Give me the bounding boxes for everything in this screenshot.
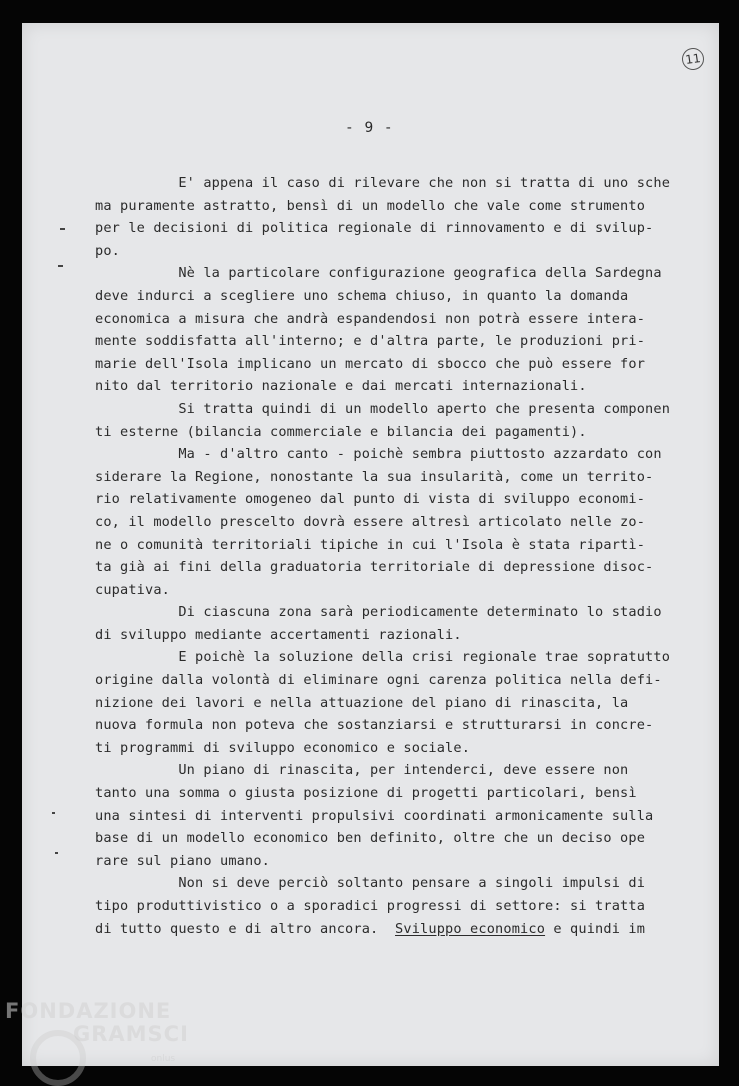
text-line: po. [95, 242, 121, 259]
margin-mark [58, 265, 63, 267]
text-segment: di tutto questo e di altro ancora. [95, 920, 396, 937]
text-line: economica a misura che andrà espandendosi non potrà essere intera- [95, 310, 646, 327]
text-line: per le decisioni di politica regionale di rinnovamento e di svilup- [95, 220, 654, 237]
text-line: nito dal territorio nazionale e dai mercati internazionali. [95, 378, 587, 395]
text-line: ti programmi di sviluppo economico e sociale. [95, 739, 471, 756]
text-line: Nè la particolare configurazione geografica della Sardegna [95, 265, 662, 282]
text-line: nizione dei lavori e nella attuazione del piano di rinascita, la [95, 694, 629, 711]
text-line: Non si deve perciò soltanto pensare a singoli impulsi di [95, 875, 646, 892]
text-line: mente soddisfatta all'interno; e d'altra parte, le produzioni pri- [95, 333, 646, 350]
underlined-phrase: Sviluppo economico [395, 920, 546, 937]
text-line: tanto una somma o giusta posizione di progetti particolari, bensì [95, 785, 637, 802]
text-line: di sviluppo mediante accertamenti razionali. [95, 626, 462, 643]
text-line: base di un modello economico ben definito, oltre che un deciso ope [95, 830, 646, 847]
text-line: una sintesi di interventi propulsivi coordinati armonicamente sulla [95, 807, 654, 824]
text-line: Ma - d'altro canto - poichè sembra piuttosto azzardato con [95, 446, 662, 463]
text-line: rio relativamente omogeneo dal punto di vista di sviluppo economi- [95, 491, 646, 508]
page-number: - 9 - [345, 120, 394, 136]
text-line: ma puramente astratto, bensì di un modello che vale come strumento [95, 197, 646, 214]
body-text [95, 172, 675, 940]
margin-mark [60, 228, 65, 230]
text-line: Si tratta quindi di un modello aperto che presenta componen [95, 400, 671, 417]
text-line: ta già ai fini della graduatoria territoriale di depressione disoc- [95, 559, 654, 576]
last-text-line [95, 918, 675, 941]
text-line: origine dalla volontà di eliminare ogni carenza politica nella defi- [95, 672, 662, 689]
watermark-line-1: FONDAZIONE [5, 999, 172, 1023]
text-line: deve indurci a scegliere uno schema chiuso, in quanto la domanda [95, 287, 629, 304]
archive-number-stamp: 11 [681, 47, 706, 72]
text-line: siderare la Regione, nonostante la sua insularità, come un territo- [95, 468, 654, 485]
text-line: ti esterne (bilancia commerciale e bilancia dei pagamenti). [95, 423, 587, 440]
text-line: cupativa. [95, 581, 171, 598]
text-line: Un piano di rinascita, per intenderci, deve essere non [95, 762, 629, 779]
text-line: tipo produttivistico o a sporadici progressi di settore: si tratta [95, 898, 646, 914]
watermark-logo-ring [30, 1030, 86, 1086]
text-line: marie dell'Isola implicano un mercato di sbocco che può essere for [95, 355, 646, 372]
watermark-small-text: onlus [151, 1054, 176, 1064]
margin-mark [52, 812, 55, 814]
watermark-line-2: GRAMSCI [73, 1022, 189, 1046]
margin-mark [55, 852, 58, 854]
text-line: E' appena il caso di rilevare che non si tratta di uno sche [95, 175, 671, 191]
text-line: co, il modello prescelto dovrà essere altresì articolato nelle zo- [95, 513, 646, 530]
text-line: Di ciascuna zona sarà periodicamente determinato lo stadio [95, 604, 662, 621]
text-line: nuova formula non poteva che sostanziarsi e strutturarsi in concre- [95, 717, 654, 734]
fondazione-gramsci-watermark [5, 1000, 189, 1046]
text-segment: e quindi im [545, 920, 646, 937]
text-line: ne o comunità territoriali tipiche in cui l'Isola è stata ripartì- [95, 536, 646, 553]
text-line: E poichè la soluzione della crisi regionale trae sopratutto [95, 649, 671, 666]
text-line: rare sul piano umano. [95, 852, 271, 869]
